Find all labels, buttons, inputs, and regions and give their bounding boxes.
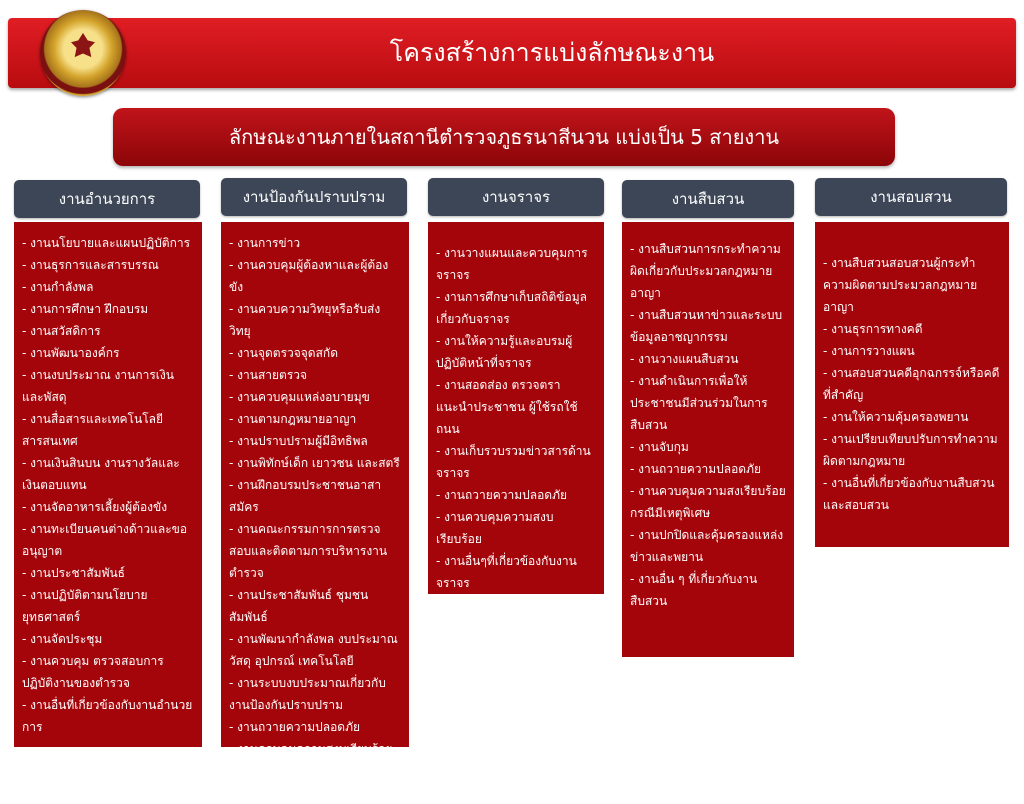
list-item: - งานจุดตรวจจุดสกัด bbox=[229, 346, 338, 360]
list-item: - งานจัดประชุม bbox=[22, 632, 103, 646]
police-emblem-icon bbox=[40, 10, 126, 96]
list-item: - งานฝึกอบรมประชาชนอาสาสมัคร bbox=[229, 478, 382, 514]
list-item: - งานควบคุม ตรวจสอบการปฏิบัติงานของตำรวจ bbox=[22, 654, 164, 690]
list-item: - งานสวัสดิการ bbox=[22, 324, 101, 338]
list-item: - งานประชาสัมพันธ์ bbox=[22, 566, 126, 580]
list-item: - งานสืบสวนการกระทำความผิดเกี่ยวกับประมวลกฎหมายอาญา bbox=[630, 242, 781, 300]
list-item: - งานพัฒนาองค์กร bbox=[22, 346, 120, 360]
list-item: - งานสอดส่อง ตรวจตราแนะนำประชาชน ผู้ใช้รถใช้ถนน bbox=[436, 378, 578, 436]
list-item: - งานอื่น ๆ ที่เกี่ยวกับงานสืบสวน bbox=[630, 572, 758, 608]
list-item: - งานวางแผนสืบสวน bbox=[630, 352, 739, 366]
list-item: - งานปกปิดและคุ้มครองแหล่งข่าวและพยาน bbox=[630, 528, 784, 564]
list-item: - งานจัดอาหารเลี้ยงผู้ต้องขัง bbox=[22, 500, 168, 514]
column-header-administration: งานอำนวยการ bbox=[14, 180, 200, 218]
list-item: - งานคณะกรรมการการตรวจสอบและติดตามการบริหารงานตำรวจ bbox=[229, 522, 388, 580]
column-header-investigation: งานสืบสวน bbox=[622, 180, 794, 218]
list-item: - งานปราบปรามผู้มีอิทธิพล bbox=[229, 434, 368, 448]
list-item: - งานนโยบายและแผนปฏิบัติการ bbox=[22, 236, 191, 250]
list-item: - งานประชาสัมพันธ์ ชุมชนสัมพันธ์ bbox=[229, 588, 369, 624]
list-item: - งานการวางแผน bbox=[823, 344, 915, 358]
list-item: - งานสายตรวจ bbox=[229, 368, 308, 382]
column-box-inquiry bbox=[815, 222, 1009, 547]
list-item: - งานพัฒนากำลังพล งบประมาณ วัสดุ อุปกรณ์ เทคโนโลยี bbox=[229, 632, 398, 668]
list-item: - งานควบคุมความสงบเรียบร้อย bbox=[229, 742, 393, 756]
page-title: โครงสร้างการแบ่งลักษณะงาน bbox=[389, 38, 715, 67]
list-item: - งานถวายความปลอดภัย bbox=[436, 488, 568, 502]
column-header-traffic: งานจราจร bbox=[428, 178, 604, 216]
list-item: - งานเงินสินบน งานรางวัลและเงินตอบแทน bbox=[22, 456, 180, 492]
list-item: - งานควบความวิทยุหรือรับส่งวิทยุ bbox=[229, 302, 381, 338]
list-item: - งานอื่นที่เกี่ยวข้องกับงานสืบสวนและสอบสวน bbox=[823, 476, 995, 512]
list-item: - งานสืบสวนหาข่าวและระบบข้อมูลอาชญากรรม bbox=[630, 308, 783, 344]
column-box-administration bbox=[14, 222, 202, 747]
list-item: - งานวางแผนและควบคุมการจราจร bbox=[436, 246, 588, 282]
list-item: - งานทะเบียนคนต่างด้าวและขออนุญาต bbox=[22, 522, 188, 558]
list-item: - งานธุรการและสารบรรณ bbox=[22, 258, 159, 272]
list-item: - งานพิทักษ์เด็ก เยาวชน และสตรี bbox=[229, 456, 400, 470]
list-item: - งานสืบสวนสอบสวนผู้กระทำความผิดตามประมวลกฎหมายอาญา bbox=[823, 256, 978, 314]
list-item: - งานการข่าว bbox=[229, 236, 301, 250]
list-item: - งานเปรียบเทียบปรับการทำความผิดตามกฎหมาย bbox=[823, 432, 998, 468]
list-item: - งานควบคุมความสงเรียบร้อยกรณีมีเหตุพิเศษ bbox=[630, 484, 786, 520]
list-item: - งานตามกฎหมายอาญา bbox=[229, 412, 357, 426]
list-item: - งานธุรการทางคดี bbox=[823, 322, 923, 336]
list-item: - งานให้ความรู้และอบรมผู้ปฏิบัติหน้าที่จราจร bbox=[436, 334, 573, 370]
column-box-investigation bbox=[622, 222, 794, 657]
list-item: - งานควบคุมแหล่งอบายมุข bbox=[229, 390, 370, 404]
list-item: - งานถวายความปลอดภัย bbox=[229, 720, 361, 734]
column-header-inquiry: งานสอบสวน bbox=[815, 178, 1007, 216]
list-item: - งานควบคุมผู้ต้องหาและผู้ต้องขัง bbox=[229, 258, 389, 294]
list-item: - งานปฏิบัติตามนโยบายยุทธศาสตร์ bbox=[22, 588, 148, 624]
subtitle-banner: ลักษณะงานภายในสถานีตำรวจภูธรนาสีนวน แบ่งเป็น 5 สายงาน bbox=[113, 108, 895, 166]
list-item: - งานระบบงบประมาณเกี่ยวกับงานป้องกันปราบปราม bbox=[229, 676, 386, 712]
list-item: - งานอื่นๆที่เกี่ยวข้องกับงานจราจร bbox=[436, 554, 577, 590]
column-header-crime-prevention: งานป้องกันปราบปราม bbox=[221, 178, 407, 216]
emblem-crest-icon bbox=[68, 30, 98, 70]
list-item: - งานเก็บรวบรวมข่าวสารด้านจราจร bbox=[436, 444, 591, 480]
list-item: - งานอื่นที่เกี่ยวข้องกับงานอำนวยการ bbox=[22, 698, 193, 734]
list-item: - งานให้ความคุ้มครองพยาน bbox=[823, 410, 969, 424]
column-box-crime-prevention bbox=[221, 222, 409, 800]
list-item: - งานอื่นที่เกี่ยวกับงานป้องกันปราบปราม bbox=[229, 764, 379, 800]
list-item: - งานการศึกษาเก็บสถิติข้อมูลเกี่ยวกับจราจร bbox=[436, 290, 587, 326]
list-item: - งานถวายความปลอดภัย bbox=[630, 462, 762, 476]
list-item: - งานงบประมาณ งานการเงินและพัสดุ bbox=[22, 368, 174, 404]
list-item: - งานจับกุม bbox=[630, 440, 689, 454]
list-item: - งานกำลังพล bbox=[22, 280, 94, 294]
list-item: - งานดำเนินการเพื่อให้ประชาชนมีส่วนร่วมในการสืบสวน bbox=[630, 374, 768, 432]
list-item: - งานสื่อสารและเทคโนโลยีสารสนเทศ bbox=[22, 412, 164, 448]
column-box-traffic bbox=[428, 222, 604, 594]
list-item: - งานควบคุมความสงบเรียบร้อย bbox=[436, 510, 554, 546]
list-item: - งานการศึกษา ฝึกอบรม bbox=[22, 302, 149, 316]
list-item: - งานสอบสวนคดีอุกฉกรรจ์หรือคดีที่สำคัญ bbox=[823, 366, 1000, 402]
